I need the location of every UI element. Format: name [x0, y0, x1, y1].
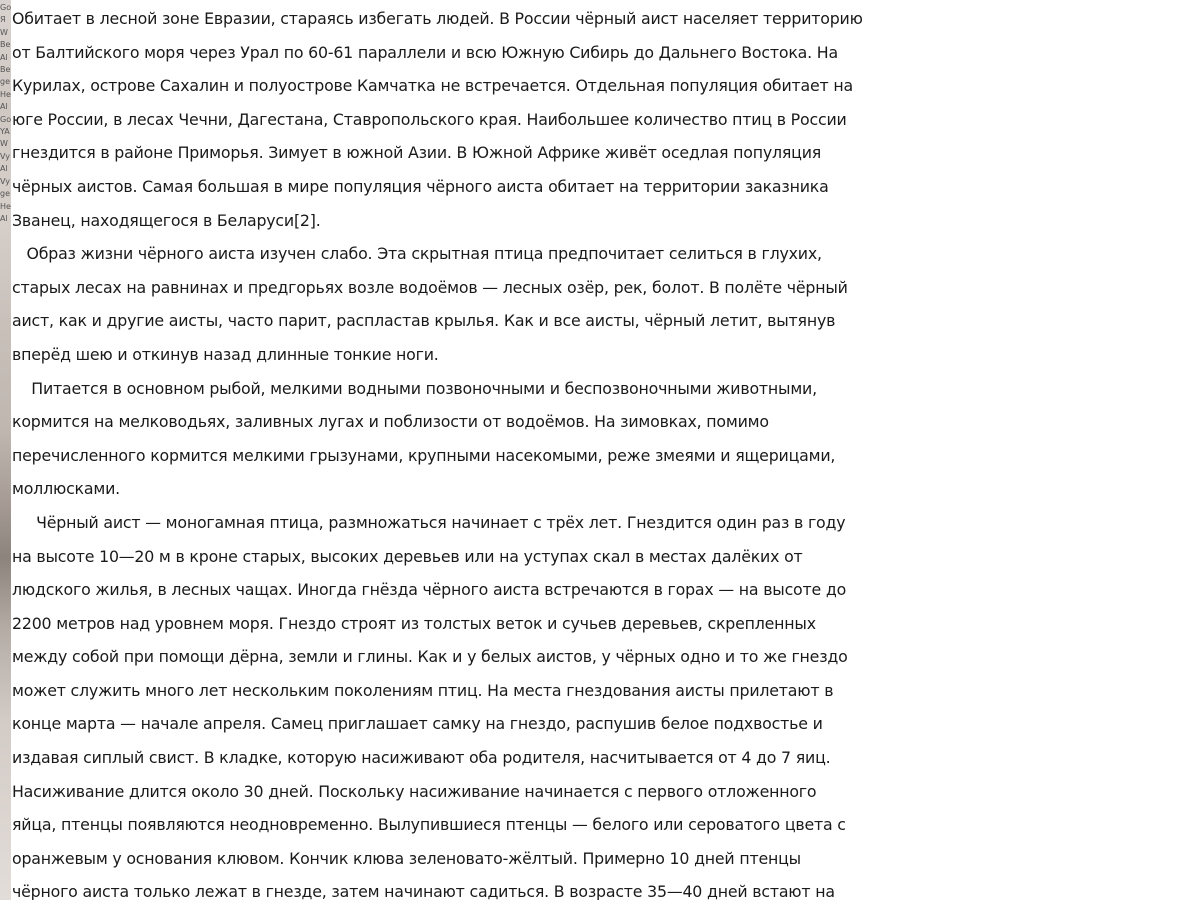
- text-line: Чёрный аист — моногамная птица, размножаться начинает с трёх лет. Гнездится один раз в году: [12, 512, 846, 532]
- side-panel-fragment: Be: [0, 65, 11, 75]
- text-line: старых лесах на равнинах и предгорьях возле водоёмов — лесных озёр, рек, болот. В полёте чёрный: [12, 277, 848, 297]
- text-line: Курилах, острове Сахалин и полуострове Камчатка не встречается. Отдельная популяция обитает на: [12, 76, 853, 96]
- text-line: между собой при помощи дёрна, земли и глины. Как и у белых аистов, у чёрных одно и то же гнездо: [12, 647, 848, 667]
- side-panel-fragment: Al: [0, 213, 8, 223]
- text-line: Обитает в лесной зоне Евразии, стараясь избегать людей. В России чёрный аист населяет территорию: [12, 9, 863, 28]
- side-panel-fragment: He: [0, 89, 11, 99]
- side-panel-fragment: Vy: [0, 176, 10, 186]
- side-panel-fragment: Al: [0, 102, 8, 112]
- text-line: перечисленного кормится мелкими грызунами, крупными насекомыми, реже змеями и ящерицами,: [12, 445, 836, 465]
- side-panel-text: [0, 2, 11, 225]
- text-line: конце марта — начале апреля. Самец приглашает самку на гнездо, распушив белое подхвостье и: [12, 714, 823, 734]
- text-line: Питается в основном рыбой, мелкими водными позвоночными и беспозвоночными животными,: [12, 378, 817, 398]
- text-line: кормится на мелководьях, заливных лугах и поблизости от водоёмов. На зимовках, помимо: [12, 412, 769, 432]
- text-line: 2200 метров над уровнем моря. Гнездо строят из толстых веток и сучьев деревьев, скрепленных: [12, 613, 816, 633]
- text-line: вперёд шею и откинув назад длинные тонкие ноги.: [12, 344, 439, 364]
- text-line: гнездится в районе Приморья. Зимует в южной Азии. В Южной Африке живёт оседлая популяция: [12, 143, 822, 163]
- text-line: Насиживание длится около 30 дней. Поскольку насиживание начинается с первого отложенного: [12, 781, 817, 801]
- side-panel-fragment: Al: [0, 164, 8, 174]
- text-line: яйца, птенцы появляются неодновременно. Вылупившиеся птенцы — белого или сероватого цвета с: [12, 815, 846, 835]
- side-panel-fragment: W: [0, 27, 8, 37]
- text-line: от Балтийского моря через Урал по 60-61 параллели и всю Южную Сибирь до Дальнего Востока. На: [12, 42, 838, 62]
- left-side-panel: [0, 0, 11, 900]
- side-panel-fragment: Go: [0, 114, 11, 124]
- side-panel-fragment: Al: [0, 52, 8, 62]
- side-panel-fragment: YA: [0, 127, 10, 137]
- text-line: Образ жизни чёрного аиста изучен слабо. Эта скрытная птица предпочитает селиться в глухих,: [12, 244, 822, 264]
- text-line: людского жилья, в лесных чащах. Иногда гнёзда чёрного аиста встречаются в горах — на высоте до: [12, 580, 847, 600]
- side-panel-fragment: He: [0, 201, 11, 211]
- side-panel-fragment: Я: [0, 15, 6, 25]
- text-line: аист, как и другие аисты, часто парит, распластав крылья. Как и все аисты, чёрный летит, вытянув: [12, 311, 836, 331]
- text-line: чёрных аистов. Самая большая в мире популяция чёрного аиста обитает на территории заказника: [12, 176, 829, 196]
- text-line: моллюсками.: [12, 479, 120, 499]
- side-panel-fragment: W: [0, 139, 8, 149]
- text-line: юге России, в лесах Чечни, Дагестана, Ставропольского края. Наибольшее количество птиц в России: [12, 109, 847, 129]
- side-panel-fragment: Be: [0, 40, 11, 50]
- side-panel-fragment: Go: [0, 3, 11, 12]
- text-line: на высоте 10—20 м в кроне старых, высоких деревьев или на уступах скал в местах далёких от: [12, 546, 803, 566]
- document-body: [12, 2, 1200, 900]
- text-line: Званец, находящегося в Беларуси[2].: [12, 210, 321, 230]
- side-panel-fragment: ge: [0, 77, 10, 87]
- side-panel-fragment: ge: [0, 189, 10, 199]
- text-line: может служить много лет нескольким поколениям птиц. На места гнездования аисты прилетают в: [12, 680, 834, 700]
- text-line: издавая сиплый свист. В кладке, которую насиживают оба родителя, насчитывается от 4 до 7 яиц.: [12, 748, 831, 768]
- text-line: чёрного аиста только лежат в гнезде, затем начинают садиться. В возрасте 35—40 дней встают на: [12, 882, 835, 900]
- text-line: оранжевым у основания клювом. Кончик клюва зеленовато-жёлтый. Примерно 10 дней птенцы: [12, 848, 801, 868]
- side-panel-fragment: Vy: [0, 151, 10, 161]
